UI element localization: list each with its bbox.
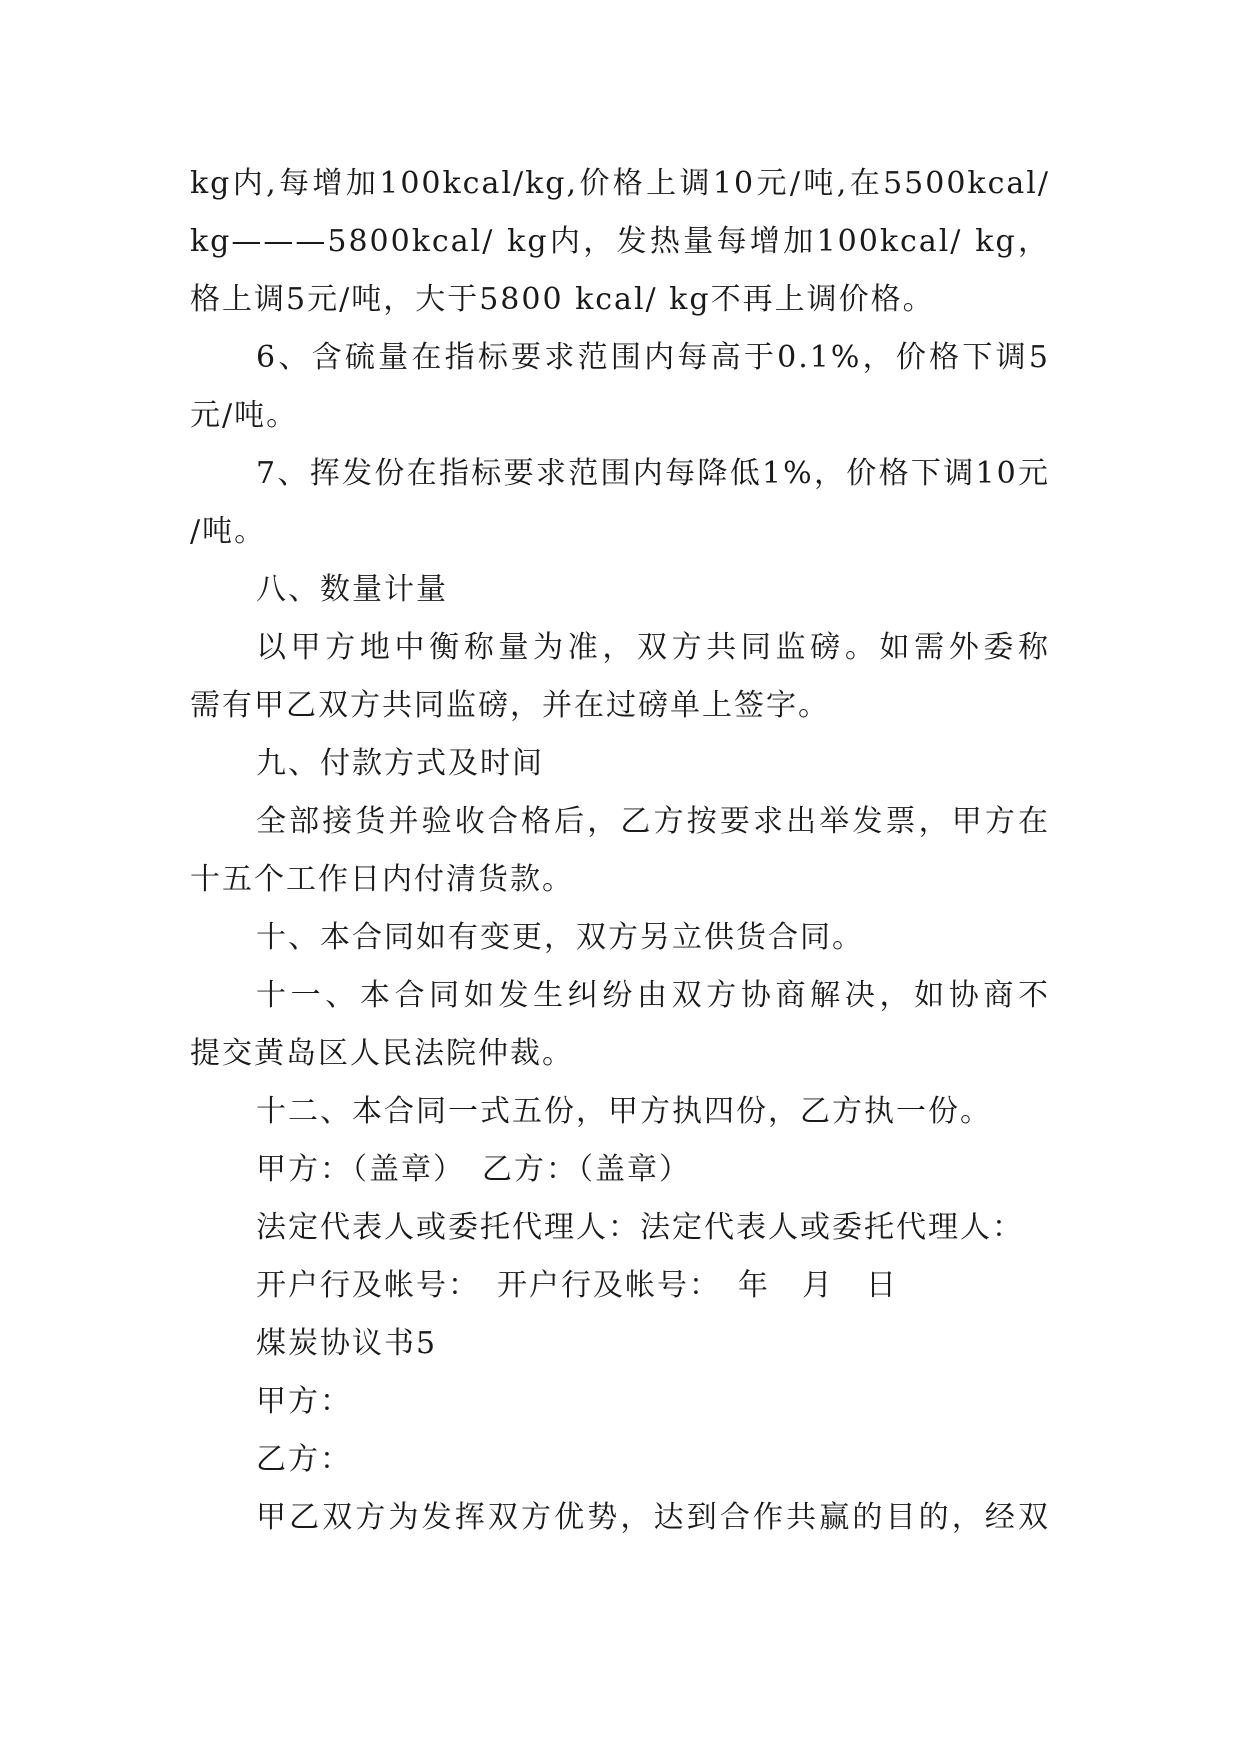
text-line: 十、本合同如有变更，双方另立供货合同。 [256, 920, 864, 955]
document-body [190, 155, 1050, 1547]
section-heading: 八、数量计量 [256, 572, 448, 607]
text-line: 十五个工作日内付清货款。 [190, 862, 574, 897]
party-a-line: 甲方： [256, 1384, 352, 1419]
text-line: kg内,每增加100kcal/kg,价格上调10元/吨,在5500kcal/ [190, 166, 1050, 201]
text-line: 提交黄岛区人民法院仲裁。 [190, 1036, 574, 1071]
party-b-line: 乙方： [256, 1442, 352, 1477]
text-line: 以甲方地中衡称量为准，双方共同监磅。如需外委称 [256, 630, 1050, 665]
section-heading: 九、付款方式及时间 [256, 746, 544, 781]
text-line: 甲乙双方为发挥双方优势，达到合作共赢的目的，经双 [256, 1500, 1050, 1535]
text-line: 6、含硫量在指标要求范围内每高于0.1%，价格下调5 [256, 340, 1050, 375]
text-line: kg———5800kcal/ kg内，发热量每增加100kcal/ kg， [190, 224, 1050, 259]
text-line: 需有甲乙双方共同监磅，并在过磅单上签字。 [190, 688, 830, 723]
document-title: 煤炭协议书5 [256, 1326, 438, 1361]
text-line: 全部接货并验收合格后，乙方按要求出举发票，甲方在 [256, 804, 1050, 839]
signature-line: 法定代表人或委托代理人：法定代表人或委托代理人： [256, 1210, 1024, 1245]
signature-line: 甲方：（盖章） 乙方：（盖章） [256, 1152, 691, 1187]
text-line: 十一、本合同如发生纠纷由双方协商解决，如协商不 [256, 978, 1050, 1013]
text-line: 7、挥发份在指标要求范围内每降低1%，价格下调10元 [256, 456, 1050, 491]
signature-line: 开户行及帐号： 开户行及帐号： 年 月 日 [256, 1268, 898, 1303]
text-line: 格上调5元/吨，大于5800 kcal/ kg不再上调价格。 [190, 282, 935, 317]
text-line: 元/吨。 [190, 398, 299, 433]
text-line: 十二、本合同一式五份，甲方执四份，乙方执一份。 [256, 1094, 992, 1129]
text-line: /吨。 [190, 514, 267, 549]
